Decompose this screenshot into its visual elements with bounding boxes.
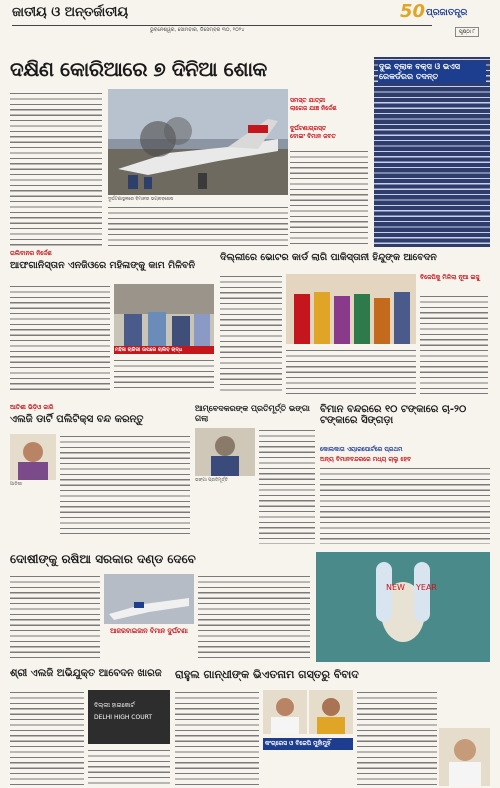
protest-photo	[316, 552, 490, 662]
afghan-photo-caption: ମହିଳା ଚାକିରୀ ଉପରେ ଚାଲିବ ଋଦ୍ଧ	[114, 346, 214, 354]
korea-crash-photo	[108, 89, 288, 195]
ambedkar-body	[259, 428, 315, 544]
court-body	[10, 690, 84, 786]
section-title: ଜାତୀୟ ଓ ଅନ୍ତର୍ଜାତୀୟ	[12, 5, 129, 20]
rahul-photo-3	[439, 728, 490, 786]
court-body-2	[88, 748, 170, 786]
brand-number: 50	[400, 1, 426, 22]
korea-body-col-3	[290, 149, 368, 247]
delhi-hindu-badge: ବିଜେପିକୁ ମିଳିଲା ନୂଆ ଇସୁ	[420, 274, 480, 281]
afghan-story	[10, 250, 215, 395]
rahul-body-1	[175, 690, 259, 786]
court-label-english: DELHI HIGH COURT	[94, 714, 152, 721]
korea-sidebar	[374, 57, 490, 247]
russia-story	[10, 552, 310, 662]
delhi-hindu-photo	[286, 274, 416, 344]
ambedkar-photo-caption: ଭଙ୍ଗା ପ୍ରତିମୂର୍ତ୍ତି	[195, 478, 228, 483]
brand-name: ପ୍ରଜାତନ୍ତ୍ର	[426, 8, 468, 18]
russia-photo	[104, 574, 194, 624]
court-label-odia: ଦିଲ୍ଲୀ ହାଇକୋର୍ଟ	[94, 702, 135, 709]
aap-photo-caption: ଆତିଶୀ	[10, 482, 22, 487]
airport-sub-2: ଅନ୍ୟ ବିମାନବନ୍ଦରରେ ମଧ୍ୟ ଚାଲୁ ହେବ	[320, 456, 412, 463]
afghan-body-2	[114, 358, 214, 392]
korea-body-col-2	[108, 205, 288, 247]
masthead	[0, 0, 500, 40]
korea-story	[10, 57, 490, 247]
ambedkar-headline: ଆମ୍ବେଦକରଙ୍କ ପ୍ରତିମୂର୍ତ୍ତି ଭଙ୍ଗା ଗଲା	[195, 404, 310, 423]
ambedkar-photo	[195, 428, 255, 476]
svg-text:YEAR: YEAR	[416, 583, 437, 592]
page-label: ପୃଷ୍ଠା ୮	[455, 27, 479, 37]
svg-text:NEW: NEW	[386, 583, 405, 592]
korea-sidebar-title: ଦୁଇ ବ୍ଲାକ ବକ୍ସ ଓ ଭଏସ ରେକର୍ଡରର ତଦନ୍ତ	[378, 61, 486, 83]
masthead-rule	[12, 25, 432, 26]
delhi-hindu-story	[220, 252, 490, 397]
aap-photo	[10, 434, 56, 480]
badge-passengers-sub: ଲାଗେଜ ଯାଞ୍ଚ ନିର୍ଦ୍ଦେଶ	[290, 105, 337, 112]
rahul-photo-1	[263, 690, 307, 734]
afghan-kicker: ତାଲିବାନର ନିର୍ଦ୍ଦେଶ	[10, 250, 52, 257]
korea-body-col-1	[10, 91, 102, 247]
brand-logo	[400, 3, 490, 25]
russia-badge: ଆଜରବାଇଜାନ ବିମାନ ଦୁର୍ଘଟଣା	[110, 627, 188, 635]
rahul-photo-2	[309, 690, 353, 734]
korea-headline: ଦକ୍ଷିଣ କୋରିଆରେ ୭ ଦିନିଆ ଶୋକ	[10, 57, 267, 81]
afghan-photo	[114, 284, 214, 354]
badge-boeing-sub: ବୋଇଂ ବିମାନ ଜବତ	[290, 133, 336, 140]
aap-headline: ଏଲଜି ଡାର୍ଟି ପଲିଟିକ୍ସ ବନ୍ଦ କରନ୍ତୁ	[10, 414, 144, 425]
badge-boeing-title: ଦୁର୍ଘଟଣାଗ୍ରସ୍ତ	[290, 125, 327, 132]
court-headline: ଶ୍ରୀ ଏଲଜି ଅଭିଯୁକ୍ତ ଆବେଦନ ଖାରଜ	[10, 668, 162, 679]
russia-body-1	[10, 574, 100, 662]
ambedkar-story	[195, 404, 315, 544]
rahul-badge: କଂଗ୍ରେସ ଓ ବିଜେପି ମୁହାଁମୁହିଁ	[263, 738, 353, 750]
rahul-body-2	[357, 690, 437, 786]
rahul-headline: ରାହୁଲ ଗାନ୍ଧୀଙ୍କ ଭିଏତନାମ ଗସ୍ତରୁ ବିବାଦ	[175, 668, 359, 681]
court-story	[10, 668, 170, 786]
afghan-headline: ଆଫଗାନିସ୍ତାନ ଏନଜିଓରେ ମହିଳାଙ୍କୁ କାମ ମିଳିବନି	[10, 260, 196, 271]
rahul-story	[175, 668, 490, 786]
russia-headline: ଦୋଷୀଙ୍କୁ ରଷିଆ ସରକାର ଦଣ୍ଡ ଦେବେ	[10, 552, 196, 566]
airport-story	[320, 404, 490, 544]
korea-photo-caption: ଦୁର୍ଘଟଣାସ୍ଥଳରେ ବିମାନର ଭଗ୍ନାବଶେଷ	[108, 197, 174, 202]
aap-story	[10, 404, 190, 534]
korea-badge-boeing	[290, 125, 368, 141]
afghan-body	[10, 284, 110, 392]
court-photo	[88, 690, 170, 744]
aap-kicker: ଆତିଶୀ ଭିଡ଼ିଓ ଜାରି	[10, 404, 54, 411]
badge-passengers-title: ସମସ୍ତ ଯାତ୍ରୀ	[290, 97, 326, 104]
delhi-hindu-headline: ଦିଲ୍ଲୀରେ ଭୋଟର କାର୍ଡ ଲାଗି ପାକିସ୍ତାନୀ ହିନ୍ଦୁଙ୍କ ଆବେଦନ	[220, 252, 437, 263]
russia-body-2	[198, 574, 310, 662]
airport-sub-1: କୋଲକାତା ଏୟାରପୋର୍ଟରେ ପ୍ରଥମ	[320, 446, 403, 453]
delhi-hindu-body-3	[420, 294, 488, 394]
airport-body	[320, 466, 490, 544]
korea-badge-passengers	[290, 97, 368, 113]
aap-body	[60, 434, 190, 534]
airport-headline: ବିମାନ ବନ୍ଦରରେ ୧୦ ଟଙ୍କାରେ ଚା-୨୦ ଟଙ୍କାରେ ସିଙ୍ଗଡ଼ା	[320, 404, 467, 426]
delhi-hindu-body-2	[286, 348, 416, 394]
delhi-hindu-body	[220, 274, 282, 394]
dateline: ଭୁବନେଶ୍ୱର, ସୋମବାର, ଡିସେମ୍ବର ୩୦, ୨୦୨୪	[150, 27, 245, 33]
